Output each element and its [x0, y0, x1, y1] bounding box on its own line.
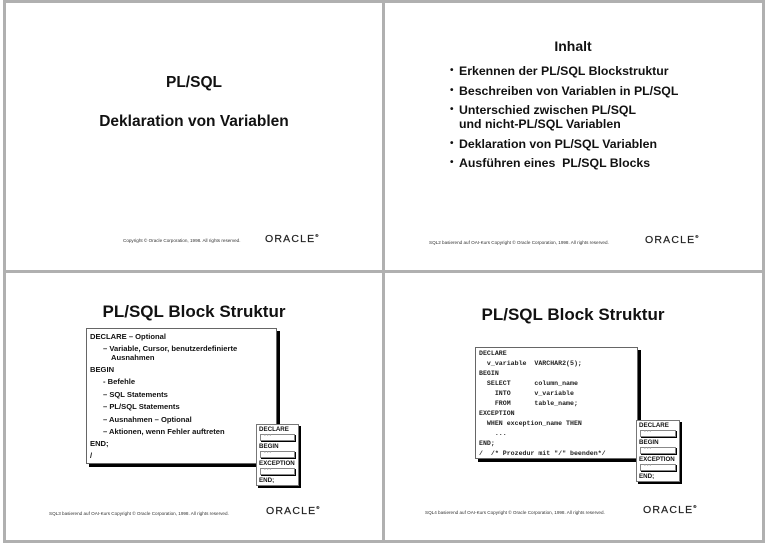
code-line: FROM table_name;: [479, 400, 578, 407]
slot-dots: •••: [644, 446, 653, 452]
code-line: ...: [479, 430, 507, 437]
slot-dots: •••: [264, 433, 273, 439]
slide-2-copyright: SQL2 basierend auf OAI-Kurs Copyright © Oracle Corporation, 1998. All rights reserved.: [429, 240, 609, 245]
oracle-logo: ORACLE®: [643, 504, 697, 516]
diagram-label: DECLARE: [259, 426, 289, 433]
oracle-logo: ORACLE®: [265, 233, 319, 245]
block-line: – Aktionen, wenn Fehler auftreten: [103, 427, 225, 436]
block-line: END;: [90, 439, 109, 448]
block-line: /: [90, 451, 93, 460]
slide-3-copyright: SQL3 basierend auf OAI-Kurs Copyright © Oracle Corporation, 1998. All rights reserved.: [49, 511, 229, 516]
code-line: EXCEPTION: [479, 410, 515, 417]
oracle-logo: ORACLE®: [266, 505, 320, 517]
bullet-item: • Beschreiben von Variablen in PL/SQL: [450, 84, 710, 98]
block-line: BEGIN: [90, 365, 115, 374]
slide-3: [6, 273, 382, 540]
diagram-slot: [640, 430, 676, 437]
slot-dots: •••: [264, 467, 273, 473]
block-diagram-icon: [636, 420, 680, 482]
slide-1-copyright: Copyright © Oracle Corporation, 1998. All rights reserved.: [123, 238, 241, 243]
slide-4: [385, 273, 762, 540]
slide-4-title: PL/SQL Block Struktur: [481, 305, 665, 324]
diagram-slot: [260, 468, 295, 475]
oracle-logo-text: ORACLE: [266, 505, 317, 517]
diagram-label: END;: [639, 473, 655, 480]
diagram-label: EXCEPTION: [259, 460, 295, 467]
oracle-logo-text: ORACLE: [265, 233, 316, 245]
slide-1-title-line2: Deklaration von Variablen: [99, 113, 289, 130]
code-line: v_variable VARCHAR2(5);: [479, 360, 582, 367]
diagram-slot: [260, 434, 295, 441]
code-example-box: [475, 347, 638, 459]
block-line: – SQL Statements: [103, 390, 168, 399]
slide-1: [6, 3, 382, 270]
oracle-logo: ORACLE®: [645, 234, 699, 246]
bullet-item: • Unterschied zwischen PL/SQL und nicht-PL/SQL Variablen: [450, 103, 654, 131]
code-line: END;: [479, 440, 495, 447]
slide-4-copyright: SQL4 basierend auf OAI-Kurs Copyright © Oracle Corporation, 1998. All rights reserved.: [425, 510, 605, 515]
bullet-item: • Ausführen eines PL/SQL Blocks: [450, 156, 710, 170]
code-line: SELECT column_name: [479, 380, 578, 387]
block-line: – PL/SQL Statements: [103, 402, 180, 411]
block-line: - Befehle: [103, 377, 136, 386]
oracle-logo-text: ORACLE: [643, 504, 694, 516]
block-line: DECLARE – Optional: [90, 332, 166, 341]
diagram-label: DECLARE: [639, 422, 669, 429]
diagram-slot: [640, 464, 676, 471]
oracle-logo-text: ORACLE: [645, 234, 696, 246]
slide-3-title: PL/SQL Block Struktur: [102, 302, 286, 321]
diagram-label: END;: [259, 477, 275, 484]
diagram-slot: [260, 451, 295, 458]
block-structure-box: [86, 328, 277, 464]
slide-1-title-line1: PL/SQL: [166, 74, 222, 91]
slide-2-bullet-list: [450, 64, 710, 176]
block-line: – Variable, Cursor, benutzerdefinierte: [103, 344, 238, 353]
diagram-slot: [640, 447, 676, 454]
block-diagram-icon: [256, 424, 299, 486]
block-line: Ausnahmen: [111, 353, 155, 362]
slide-2: [385, 3, 762, 270]
code-line: / /* Prozedur mit "/" beenden*/: [479, 450, 606, 457]
diagram-label: BEGIN: [259, 443, 279, 450]
slot-dots: •••: [644, 429, 653, 435]
diagram-label: BEGIN: [639, 439, 659, 446]
code-line: BEGIN: [479, 370, 499, 377]
bullet-item: • Deklaration von PL/SQL Variablen: [450, 137, 710, 151]
slide-2-title: Inhalt: [554, 38, 592, 54]
slot-dots: •••: [264, 450, 273, 456]
block-line: – Ausnahmen – Optional: [103, 415, 192, 424]
code-line: DECLARE: [479, 350, 507, 357]
code-line: WHEN exception_name THEN: [479, 420, 582, 427]
slot-dots: •••: [644, 463, 653, 469]
code-line: INTO v_variable: [479, 390, 574, 397]
diagram-label: EXCEPTION: [639, 456, 675, 463]
bullet-item: • Erkennen der PL/SQL Blockstruktur: [450, 64, 710, 78]
